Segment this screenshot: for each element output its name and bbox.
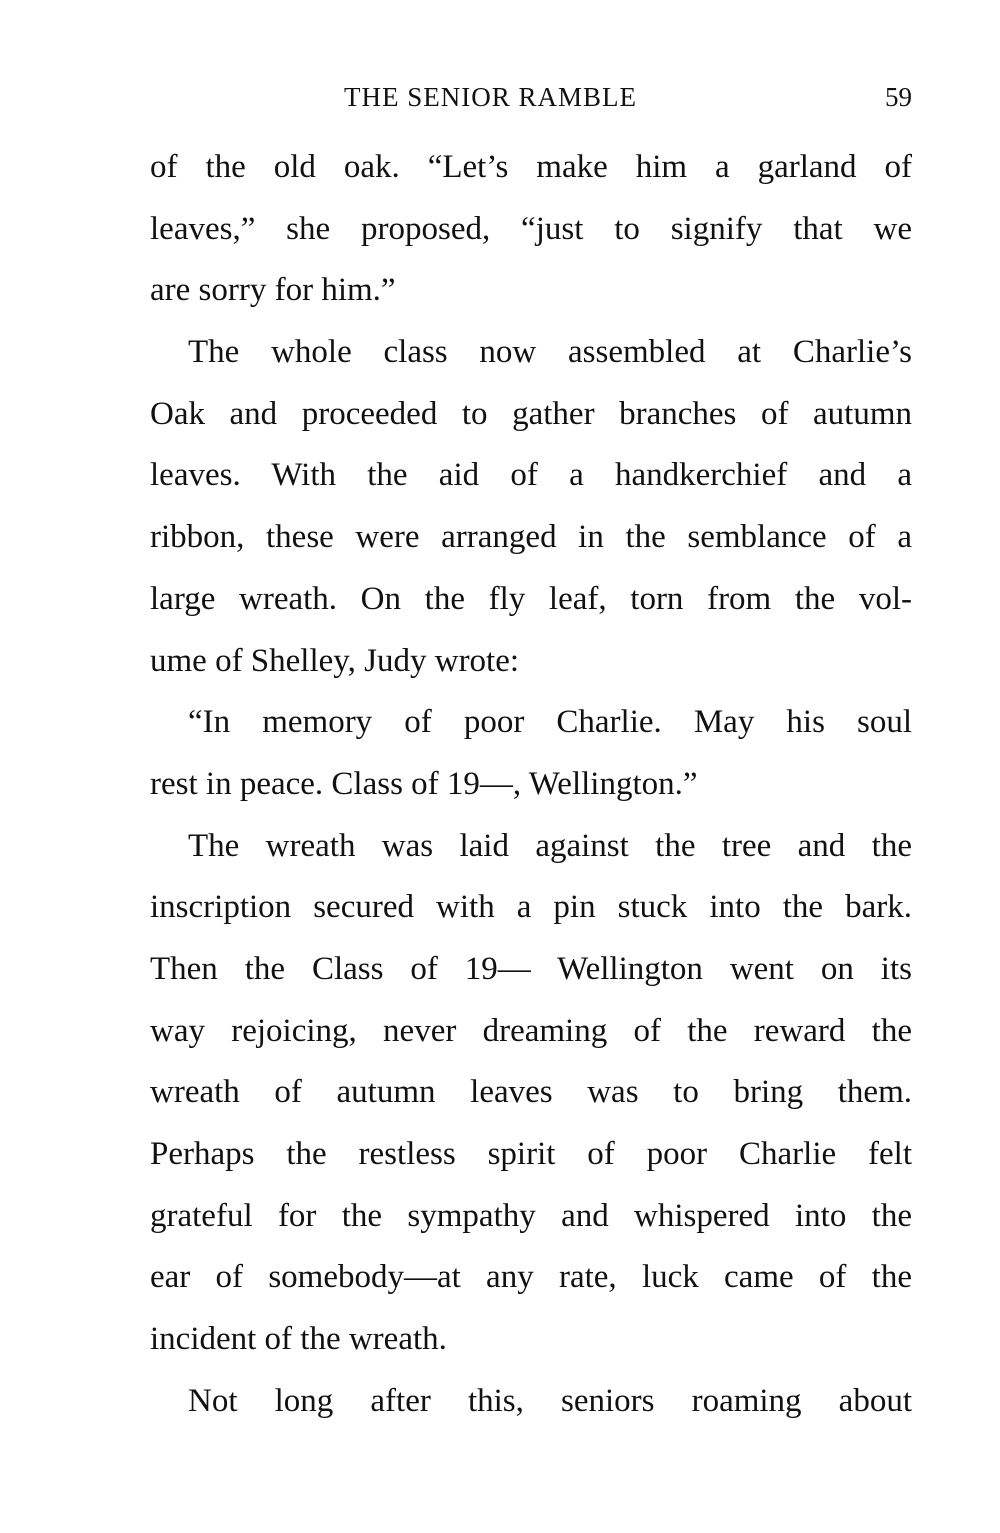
- text-line: ear of somebody—at any rate, luck came of the: [150, 1259, 912, 1296]
- text-line: leaves,” she proposed, “just to signify that we: [150, 210, 912, 247]
- text-line: The whole class now assembled at Charlie’s: [188, 334, 912, 371]
- text-line: way rejoicing, never dreaming of the reward the: [150, 1012, 912, 1049]
- body-text: [150, 137, 912, 1432]
- text-line: Perhaps the restless spirit of poor Charlie felt: [150, 1136, 912, 1172]
- text-line: incident of the wreath.: [150, 1321, 447, 1358]
- running-header: [150, 82, 912, 122]
- text-line: The wreath was laid against the tree and the: [188, 827, 912, 864]
- text-line: ribbon, these were arranged in the semblance of a: [150, 519, 912, 556]
- text-line: grateful for the sympathy and whispered into the: [150, 1197, 912, 1234]
- text-line: are sorry for him.”: [150, 272, 396, 309]
- page-number: 59: [885, 82, 912, 112]
- text-line: Not long after this, seniors roaming about: [188, 1382, 912, 1419]
- text-line: of the old oak. “Let’s make him a garland of: [150, 149, 912, 185]
- text-line: Then the Class of 19— Wellington went on its: [150, 950, 912, 987]
- text-line: wreath of autumn leaves was to bring them.: [150, 1074, 912, 1111]
- text-line: ume of Shelley, Judy wrote:: [150, 642, 520, 679]
- text-line: inscription secured with a pin stuck into the bark.: [150, 889, 912, 926]
- text-line: leaves. With the aid of a handkerchief and a: [150, 457, 912, 494]
- text-line: large wreath. On the fly leaf, torn from the vol-: [150, 580, 912, 617]
- text-line: rest in peace. Class of 19—, Wellington.”: [150, 765, 698, 802]
- text-line: Oak and proceeded to gather branches of autumn: [150, 395, 912, 432]
- running-title: THE SENIOR RAMBLE: [344, 82, 637, 112]
- text-line: “In memory of poor Charlie. May his soul: [188, 704, 912, 741]
